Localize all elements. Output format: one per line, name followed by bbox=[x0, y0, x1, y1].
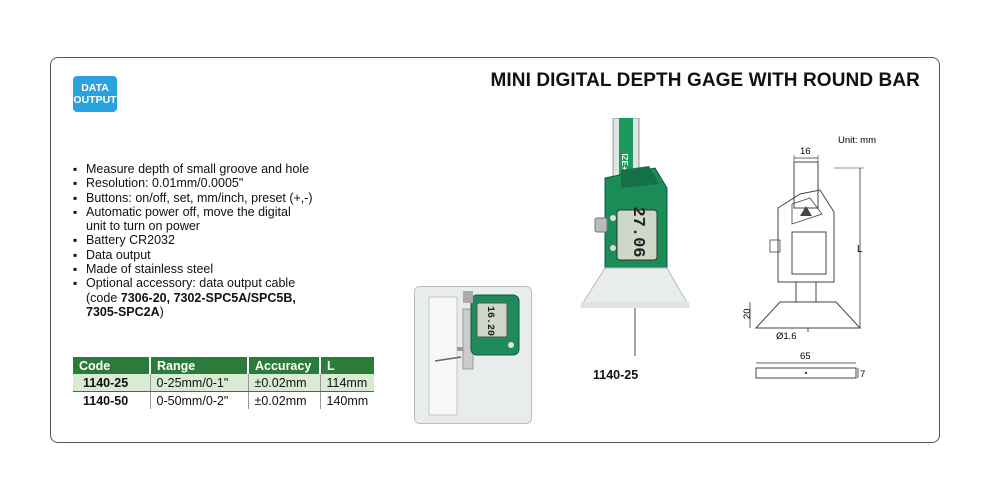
accessory-prefix: (code bbox=[86, 290, 121, 305]
header-range: Range bbox=[150, 357, 248, 374]
product-model-label: 1140-25 bbox=[593, 368, 639, 382]
feature-item: ▪ Buttons: on/off, set, mm/inch, preset (+,-) bbox=[72, 191, 372, 205]
lcd-reading: 27.06 bbox=[628, 206, 647, 258]
feature-text: Automatic power off, move the digital bbox=[86, 204, 291, 219]
feature-text: Optional accessory: data output cable bbox=[86, 276, 296, 291]
unit-label: Unit: mm bbox=[838, 135, 876, 146]
feature-item bbox=[72, 276, 372, 319]
cell-range: 0-50mm/0-2" bbox=[150, 392, 248, 410]
dim-20: 20 bbox=[742, 308, 753, 319]
cell-range: 0-25mm/0-1" bbox=[150, 374, 248, 392]
dim-phi: Ø1.6 bbox=[776, 331, 797, 342]
svg-text:IZE+: IZE+ bbox=[620, 153, 629, 171]
table-row bbox=[73, 374, 374, 392]
usage-photo bbox=[414, 286, 532, 424]
dim-7: 7 bbox=[860, 369, 866, 380]
dimension-drawing bbox=[740, 128, 900, 388]
dim-l: L bbox=[857, 244, 863, 255]
photo-display-reading: 16.20 bbox=[484, 305, 495, 337]
feature-item: ▪ Battery CR2032 bbox=[72, 233, 372, 247]
feature-item: ▪ Made of stainless steel bbox=[72, 262, 372, 276]
feature-item bbox=[72, 205, 372, 234]
table-header-row bbox=[73, 357, 374, 374]
table-row bbox=[73, 392, 374, 410]
cell-code: 1140-25 bbox=[73, 374, 150, 392]
badge-line-2: OUTPUT bbox=[73, 94, 117, 106]
product-title: MINI DIGITAL DEPTH GAGE WITH ROUND BAR bbox=[490, 70, 920, 91]
cell-accuracy: ±0.02mm bbox=[248, 392, 320, 410]
accessory-codes: 7305-SPC2A bbox=[86, 304, 160, 319]
product-image bbox=[575, 118, 695, 358]
header-l: L bbox=[320, 357, 374, 374]
feature-text-cont: unit to turn on power bbox=[86, 219, 200, 234]
cell-code: 1140-50 bbox=[73, 392, 150, 410]
cell-l: 140mm bbox=[326, 393, 369, 408]
cell-l: 114mm bbox=[320, 374, 374, 392]
dim-65: 65 bbox=[800, 351, 811, 362]
accessory-codes: 7306-20, 7302-SPC5A/SPC5B, bbox=[120, 290, 296, 305]
spec-table bbox=[73, 357, 374, 409]
accessory-suffix: ) bbox=[159, 304, 164, 319]
data-output-badge bbox=[73, 76, 117, 112]
feature-item: ▪ Measure depth of small groove and hole bbox=[72, 162, 372, 176]
feature-list bbox=[72, 162, 372, 319]
dim-16: 16 bbox=[800, 146, 811, 157]
header-accuracy: Accuracy bbox=[248, 357, 320, 374]
feature-item: ▪ Resolution: 0.01mm/0.0005" bbox=[72, 176, 372, 190]
cell-accuracy: ±0.02mm bbox=[248, 374, 320, 392]
feature-item: ▪ Data output bbox=[72, 248, 372, 262]
header-code: Code bbox=[73, 357, 150, 374]
badge-line-1: DATA bbox=[81, 82, 109, 94]
